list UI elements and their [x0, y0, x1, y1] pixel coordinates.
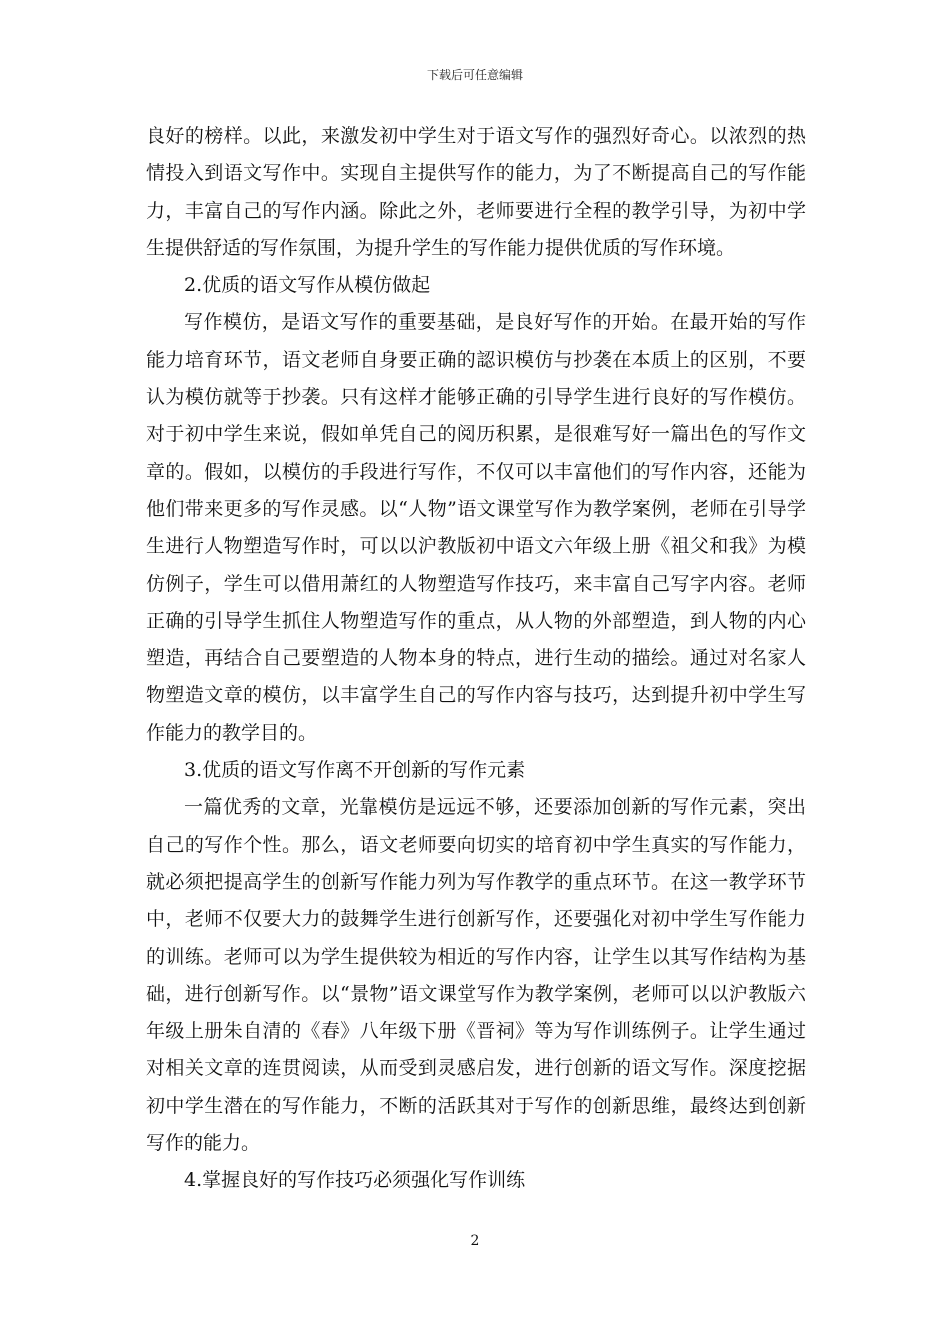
section-heading-3: 3.优质的语文写作离不开创新的写作元素: [184, 759, 526, 782]
page-number: 2: [470, 1233, 480, 1249]
paragraph-imitation: 写作模仿，是语文写作的重要基础，是良好写作的开始。在最开始的写作能力培育环节，语文老师自身要正确的認识模仿与抄袭在本质上的区别，不要认为模仿就等于抄袭。只有这样才能够正确的引导学生进行良好的写作模仿。对于初中学生来说，假如单凭自己的阅历积累，是很难写好一篇出色的写作文章的。假如，以模仿的手段进行写作，不仅可以丰富他们的写作内容，还能为他们带来更多的写作灵感。以“人物”语文课堂写作为教学案例，老师在引导学生进行人物塑造写作时，可以以沪教版初中语文六年级上册《祖父和我》为模仿例子，学生可以借用萧红的人物塑造写作技巧，来丰富自己写字内容。老师正确的引导学生抓住人物塑造写作的重点，从人物的外部塑造，到人物的内心塑造，再结合自己要塑造的人物本身的特点，进行生动的描绘。通过对名家人物塑造文章的模仿，以丰富学生自己的写作内容与技巧，达到提升初中学生写作能力的教学目的。: [146, 311, 806, 744]
section-heading-4: 4.掌握良好的写作技巧必须强化写作训练: [184, 1169, 526, 1192]
paragraph-innovation: 一篇优秀的文章，光靠模仿是远远不够，还要添加创新的写作元素，突出自己的写作个性。那么，语文老师要向切实的培育初中学生真实的写作能力，就必须把提高学生的创新写作能力列为写作教学的重点环节。在这一教学环节中，老师不仅要大力的鼓舞学生进行创新写作，还要强化对初中学生写作能力的训练。老师可以为学生提供较为相近的写作内容，让学生以其写作结构为基础，进行创新写作。以“景物”语文课堂写作为教学案例，老师可以以沪教版六年级上册朱自清的《春》八年级下册《晋祠》等为写作训练例子。让学生通过对相关文章的连贯阅读，从而受到灵感启发，进行创新的语文写作。深度挖据初中学生潜在的写作能力，不断的活跃其对于写作的创新思维，最终达到创新写作的能力。: [146, 796, 806, 1155]
section-heading-2: 2.优质的语文写作从模仿做起: [184, 274, 431, 297]
page-header: 下载后可任意编辑: [426, 68, 523, 82]
paragraph-continuation: 良好的榜样。以此，来激发初中学生对于语文写作的强烈好奇心。以浓烈的热情投入到语文写作中。实现自主提供写作的能力，为了不断提高自己的写作能力，丰富自己的写作内涵。除此之外，老师要进行全程的教学引导，为初中学生提供舒适的写作氛围，为提升学生的写作能力提供优质的写作环境。: [146, 125, 806, 259]
document-body: [146, 118, 806, 1200]
